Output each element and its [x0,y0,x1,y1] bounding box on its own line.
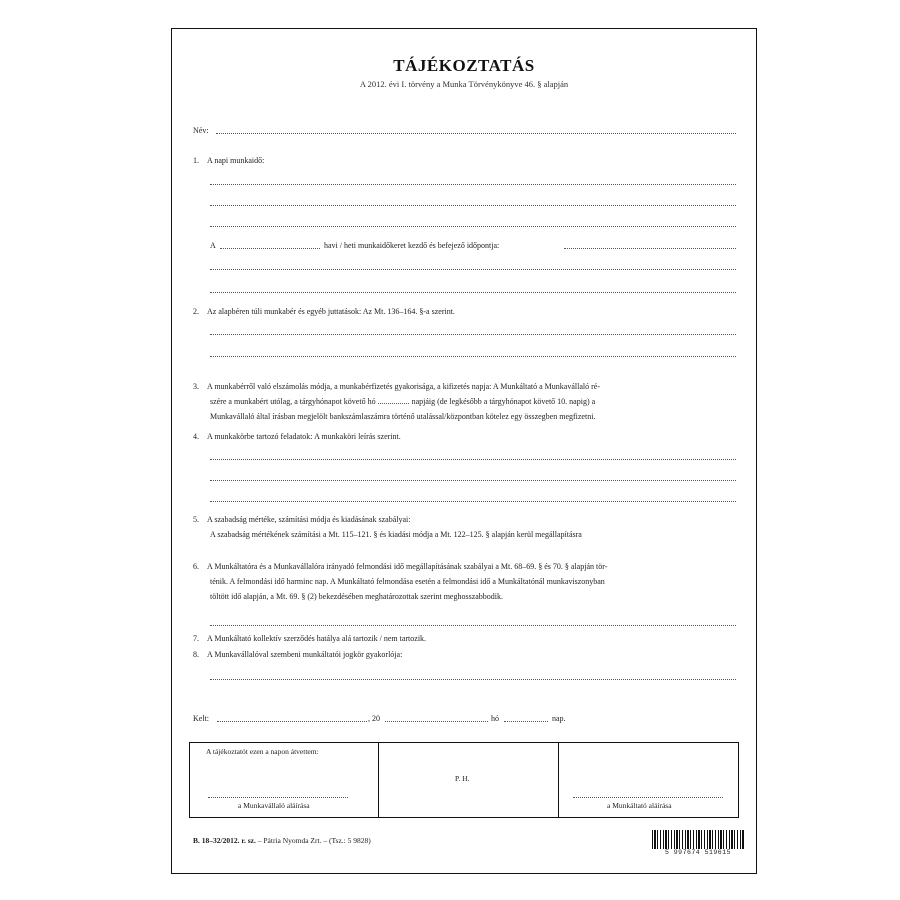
item-3-line-2: szére a munkabért utólag, a tárgyhónapot követő hó ................ napjáig (de legkésőbb a tárgyhónapot követő 10. napig) a [210,397,596,406]
signature-box [189,742,739,818]
kelt-label: Kelt: [193,714,209,723]
item-1-period-times-line[interactable] [564,248,736,249]
barcode-bars [652,830,744,849]
month-label: hó [491,714,499,723]
item-1-sub-a: A [210,241,216,250]
publisher-text: – Pátria Nyomda Zrt. – (Tsz.: 5 9828) [257,836,371,845]
item-2-line-1[interactable] [210,334,736,335]
item-8-label: 8. A Munkavállalóval szembeni munkáltatói jogkör gyakorlója: [193,650,403,659]
item-1-label: 1. A napi munkaidő: [193,156,265,165]
item-5-text: A szabadság mértékének számítási a Mt. 115–121. § és kiadási módja a Mt. 122–125. § alapján kerül megállapításra [210,530,582,539]
form-page [171,28,757,874]
item-6-line-3: töltött idő alapján, a Mt. 69. § (2) bekezdésében meghatározottak szerint meghosszabbodik. [210,592,504,601]
name-label: Név: [193,126,209,135]
item-1-line-2[interactable] [210,205,736,206]
employer-signature-line[interactable] [573,797,723,798]
item-2-line-2[interactable] [210,356,736,357]
item-1-period-line[interactable] [220,248,320,249]
footer-info [193,836,371,845]
employee-signature-line[interactable] [208,797,348,798]
kelt-place-line[interactable] [217,721,367,722]
item-8-line[interactable] [210,679,736,680]
item-4-line-1[interactable] [210,459,736,460]
item-4-line-2[interactable] [210,480,736,481]
item-2-label: 2. Az alapbéren túli munkabér és egyéb juttatások: Az Mt. 136–164. §-a szerint. [193,307,455,316]
year-line[interactable] [385,721,488,722]
year-prefix: , 20 [368,714,380,723]
employer-signature-label: a Munkáltató aláírása [607,801,672,810]
form-subtitle: A 2012. évi I. törvény a Munka Törvénykönyve 46. § alapján [359,79,569,89]
item-6-line-2: ténik. A felmondási idő harminc nap. A Munkáltató felmondása esetén a felmondási idő a Munkáltatónál munkaviszonyban [210,577,605,586]
item-6-line[interactable] [210,625,736,626]
item-1-line-1[interactable] [210,184,736,185]
item-1-line-4[interactable] [210,269,736,270]
employer-signature-cell[interactable] [559,743,738,817]
item-1-sub-b: havi / heti munkaidőkeret kezdő és befejező időpontja: [324,241,500,250]
employee-signature-cell[interactable] [190,743,378,817]
day-line[interactable] [504,721,548,722]
item-4-line-3[interactable] [210,501,736,502]
employee-signature-label: a Munkavállaló aláírása [238,801,310,810]
received-text: A tájékoztatót ezen a napon átvettem: [206,747,319,756]
name-field-line[interactable] [216,133,736,134]
item-5-label: 5. A szabadság mértéke, számítási módja és kiadásának szabályai: [193,515,411,524]
stamp-cell [378,743,559,817]
item-3-line-3: Munkavállaló által írásban megjelölt bankszámlaszámra történő utalással/központban kötelez egy összegben megfizetni. [210,412,596,421]
barcode-number: 5 997674 519615 [664,849,731,856]
item-4-label: 4. A munkakörbe tartozó feladatok: A munkaköri leírás szerint. [193,432,401,441]
form-title: TÁJÉKOZTATÁS [393,56,535,75]
stamp-label: P. H. [455,774,470,783]
item-1-line-5[interactable] [210,292,736,293]
item-1-line-3[interactable] [210,226,736,227]
barcode [652,830,744,856]
form-code: B. 18–32/2012. r. sz. [193,836,256,845]
item-7-label: 7. A Munkáltató kollektív szerződés hatálya alá tartozik / nem tartozik. [193,634,427,643]
item-6-line-1: 6. A Munkáltatóra és a Munkavállalóra irányadó felmondási idő megállapításának szabályai a Mt. 68–69. § és 70. § alapján tör- [193,562,608,571]
item-3-line-1: 3. A munkabérről való elszámolás módja, a munkabérfizetés gyakorisága, a kifizetés napja: A Munkáltató a Munkavállaló ré- [193,382,600,391]
day-label: nap. [552,714,566,723]
